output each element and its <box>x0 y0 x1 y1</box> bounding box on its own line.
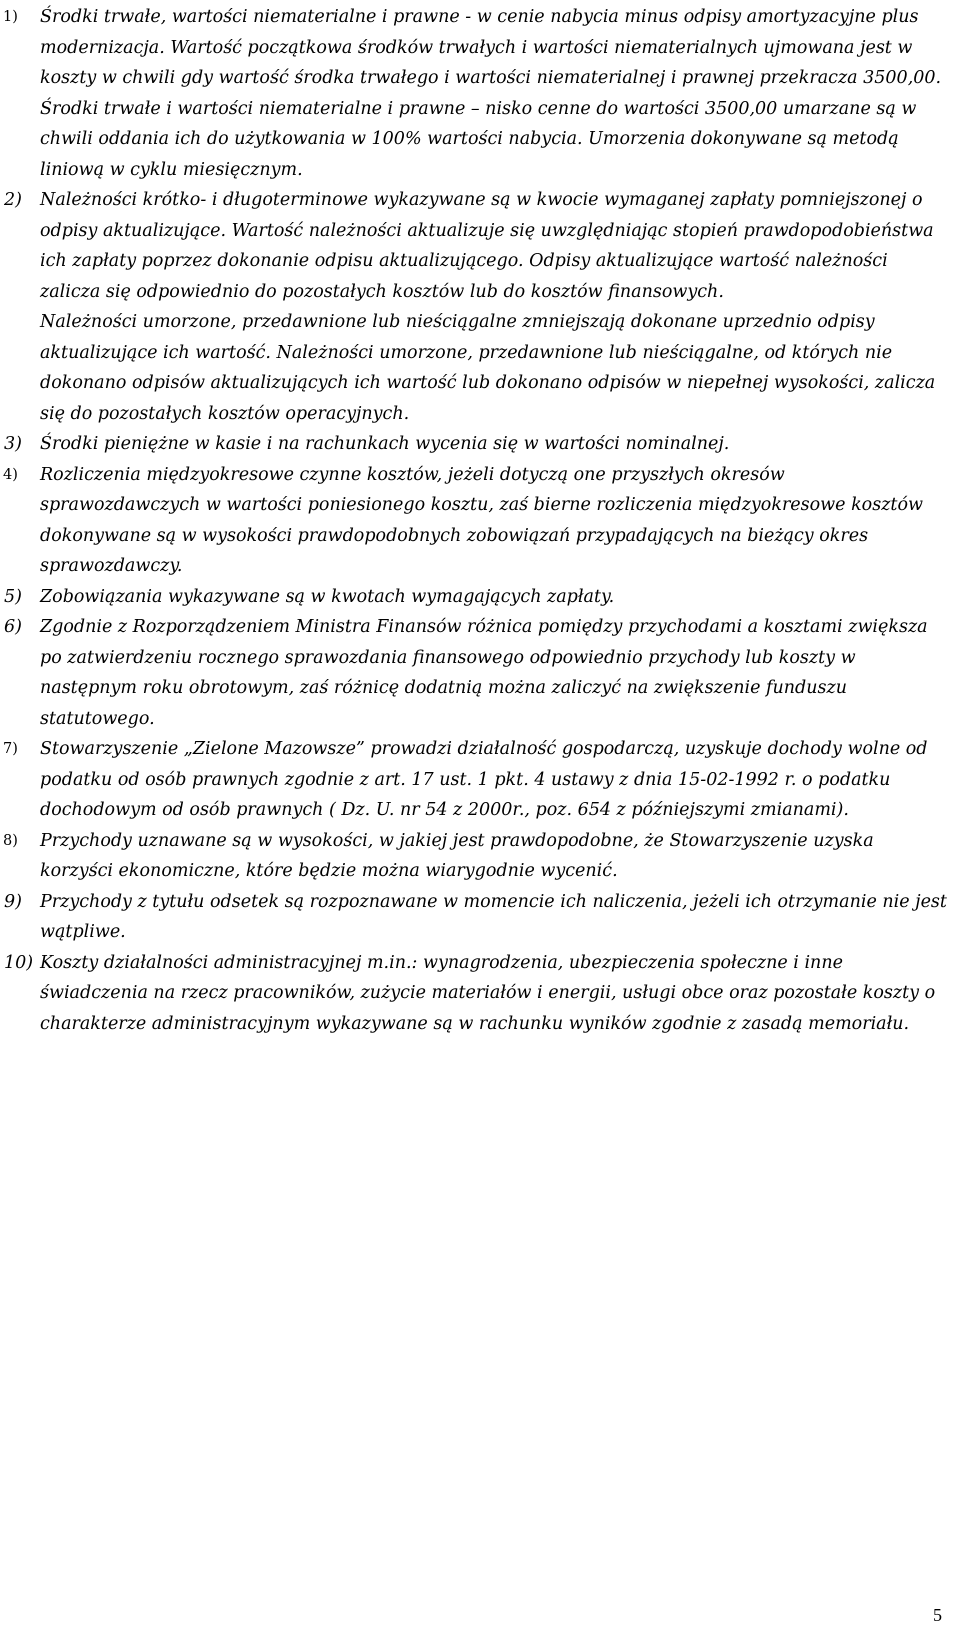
item-number: 7) <box>3 741 18 757</box>
list-item <box>0 582 960 613</box>
item-number: 4) <box>3 466 18 483</box>
list-item <box>0 429 960 460</box>
list-item <box>0 460 960 582</box>
item-number: 3) <box>4 434 22 454</box>
item-number: 9) <box>4 891 22 912</box>
item-text: Zobowiązania wykazywane są w kwotach wymagających zapłaty. <box>40 586 615 607</box>
item-number: 2) <box>4 190 22 210</box>
item-number: 1) <box>3 9 18 25</box>
list-item <box>0 734 960 826</box>
list-item <box>0 887 960 948</box>
item-text: Środki trwałe, wartości niematerialne i prawne - w cenie nabycia minus odpisy amortyzacyjne plus modernizacja. Wartość początkowa środków trwałych i wartości niematerialnych ujmowana jest w koszty w chwili gdy wartość środka trwałego i wartości niematerialnej i prawnej przekracza 3500,00. Środki trwałe i wartości niematerialne i prawne – nisko cenne do wartości 3500,00 umarzane są w chwili oddania ich do użytkowania w 100% wartości nabycia. Umorzenia dokonywane są metodą liniową w cyklu miesięcznym. <box>40 7 942 180</box>
list-item <box>0 948 960 1040</box>
document-body <box>0 2 960 1039</box>
item-number: 6) <box>4 617 22 637</box>
list-item <box>0 826 960 887</box>
list-item <box>0 612 960 734</box>
item-text: Należności krótko- i długoterminowe wykazywane są w kwocie wymaganej zapłaty pomniejszonej o odpisy aktualizujące. Wartość należności aktualizuje się uwzględniając stopień prawdopodobieństwa ich zapłaty poprzez dokonanie odpisu aktualizującego. Odpisy aktualizujące wartość należności zalicza się odpowiednio do pozostałych kosztów lub do kosztów finansowych. <box>40 190 934 302</box>
list-item <box>0 2 960 185</box>
item-text: Środki pieniężne w kasie i na rachunkach wycenia się w wartości nominalnej. <box>40 434 730 454</box>
item-text: Koszty działalności administracyjnej m.in.: wynagrodzenia, ubezpieczenia społeczne i inne świadczenia na rzecz pracowników, zużycie materiałów i energii, usługi obce oraz pozostałe koszty o charakterze administracyjnym wykazywane są w rachunku wyników zgodnie z zasadą memoriału. <box>40 952 936 1034</box>
item-text: Zgodnie z Rozporządzeniem Ministra Finansów różnica pomiędzy przychodami a kosztami zwiększa po zatwierdzeniu rocznego sprawozdania finansowego odpowiednio przychody lub koszty w następnym roku obrotowym, zaś różnicę dodatnią można zaliczyć na zwiększenie funduszu statutowego. <box>40 617 928 729</box>
item-text: Przychody z tytułu odsetek są rozpoznawane w momencie ich naliczenia, jeżeli ich otrzymanie nie jest wątpliwe. <box>40 891 947 942</box>
page-number: 5 <box>933 1605 942 1625</box>
item-number: 10) <box>4 952 34 973</box>
list-item <box>0 185 960 429</box>
item-number: 5) <box>4 586 22 607</box>
item-text: Należności umorzone, przedawnione lub nieściągalne zmniejszają dokonane uprzednio odpisy aktualizujące ich wartość. Należności umorzone, przedawnione lub nieściągalne, od których nie dokonano odpisów aktualizujących ich wartość lub dokonano odpisów w niepełnej wysokości, zalicza się do pozostałych kosztów operacyjnych. <box>40 312 936 424</box>
item-text: Przychody uznawane są w wysokości, w jakiej jest prawdopodobne, że Stowarzyszenie uzyska korzyści ekonomiczne, które będzie można wiarygodnie wycenić. <box>40 830 874 881</box>
item-text: Rozliczenia międzyokresowe czynne kosztów, jeżeli dotyczą one przyszłych okresów sprawozdawczych w wartości poniesionego kosztu, zaś bierne rozliczenia międzyokresowe kosztów dokonywane są w wysokości prawdopodobnych zobowiązań przypadających na bieżący okres sprawozdawczy. <box>40 464 923 576</box>
item-number: 8) <box>3 832 18 849</box>
item-text: Stowarzyszenie „Zielone Mazowsze” prowadzi działalność gospodarczą, uzyskuje dochody wolne od podatku od osób prawnych zgodnie z art. 17 ust. 1 pkt. 4 ustawy z dnia 15-02-1992 r. o podatku dochodowym od osób prawnych ( Dz. U. nr 54 z 2000r., poz. 654 z późniejszymi zmianami). <box>40 739 928 820</box>
